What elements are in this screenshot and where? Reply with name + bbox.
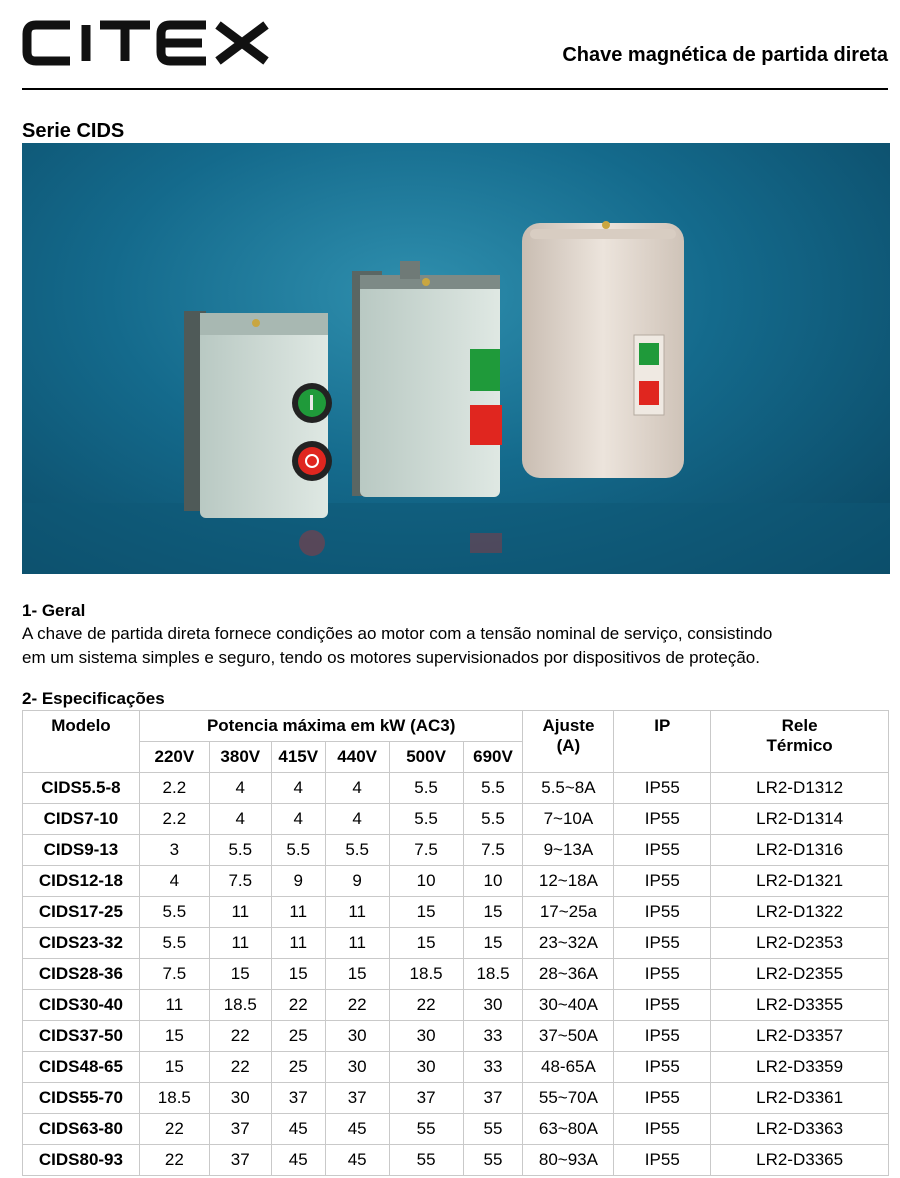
header-relay-line2: Térmico (766, 736, 833, 755)
table-row (23, 990, 889, 1021)
cell-model: CIDS5.5-8 (23, 773, 140, 804)
cell-model: CIDS63-80 (23, 1114, 140, 1145)
cell-kw-690v: 7.5 (463, 835, 523, 866)
cell-kw-380v: 5.5 (209, 835, 271, 866)
cell-kw-380v: 37 (209, 1114, 271, 1145)
cell-kw-500v: 22 (389, 990, 463, 1021)
table-row (23, 897, 889, 928)
general-text-line-2: em um sistema simples e seguro, tendo os motores supervisionados por dispositivos de proteção. (22, 648, 760, 667)
table-row (23, 1083, 889, 1114)
section-general-heading: 1- Geral (22, 601, 86, 620)
cell-model: CIDS48-65 (23, 1052, 140, 1083)
cell-kw-220v: 18.5 (139, 1083, 209, 1114)
cell-adjust-range: 63~80A (523, 1114, 614, 1145)
cell-kw-500v: 5.5 (389, 804, 463, 835)
cell-kw-690v: 15 (463, 928, 523, 959)
table-row (23, 1114, 889, 1145)
cell-kw-500v: 30 (389, 1021, 463, 1052)
table-row (23, 1021, 889, 1052)
header-divider (22, 88, 888, 90)
cell-kw-220v: 22 (139, 1145, 209, 1176)
header-power: Potencia máxima em kW (AC3) (139, 711, 523, 742)
section-specs-heading: 2- Especificações (22, 689, 165, 708)
citex-logo (22, 18, 272, 68)
cell-model: CIDS80-93 (23, 1145, 140, 1176)
general-text-line-1: A chave de partida direta fornece condições ao motor com a tensão nominal de serviço, consistindo (22, 624, 773, 643)
cell-kw-220v: 15 (139, 1021, 209, 1052)
cell-kw-415v: 25 (271, 1052, 325, 1083)
header-voltage: 440V (325, 742, 389, 773)
cell-kw-690v: 30 (463, 990, 523, 1021)
product-photo (22, 143, 890, 574)
header-relay (711, 711, 889, 773)
cell-ip-rating: IP55 (614, 1083, 711, 1114)
cell-kw-440v: 11 (325, 928, 389, 959)
cell-kw-690v: 18.5 (463, 959, 523, 990)
cell-kw-690v: 55 (463, 1145, 523, 1176)
cell-kw-220v: 2.2 (139, 804, 209, 835)
cell-kw-690v: 10 (463, 866, 523, 897)
cell-kw-220v: 5.5 (139, 928, 209, 959)
cell-kw-415v: 45 (271, 1145, 325, 1176)
cell-kw-500v: 55 (389, 1114, 463, 1145)
header-adjust-unit: (A) (556, 736, 581, 755)
cell-kw-380v: 30 (209, 1083, 271, 1114)
cell-model: CIDS30-40 (23, 990, 140, 1021)
cell-kw-415v: 22 (271, 990, 325, 1021)
table-row (23, 835, 889, 866)
cell-thermal-relay: LR2-D3365 (711, 1145, 889, 1176)
cell-kw-415v: 37 (271, 1083, 325, 1114)
specifications-table (22, 710, 889, 1176)
cell-kw-440v: 30 (325, 1052, 389, 1083)
cell-ip-rating: IP55 (614, 897, 711, 928)
cell-kw-415v: 45 (271, 1114, 325, 1145)
cell-kw-415v: 11 (271, 897, 325, 928)
cell-kw-380v: 37 (209, 1145, 271, 1176)
table-row (23, 1145, 889, 1176)
cell-ip-rating: IP55 (614, 990, 711, 1021)
cell-thermal-relay: LR2-D3355 (711, 990, 889, 1021)
cell-kw-220v: 11 (139, 990, 209, 1021)
table-row (23, 928, 889, 959)
cell-thermal-relay: LR2-D3359 (711, 1052, 889, 1083)
cell-thermal-relay: LR2-D1312 (711, 773, 889, 804)
cell-kw-220v: 7.5 (139, 959, 209, 990)
cell-kw-415v: 4 (271, 804, 325, 835)
cell-ip-rating: IP55 (614, 1114, 711, 1145)
cell-kw-440v: 45 (325, 1114, 389, 1145)
cell-model: CIDS37-50 (23, 1021, 140, 1052)
cell-model: CIDS17-25 (23, 897, 140, 928)
cell-adjust-range: 80~93A (523, 1145, 614, 1176)
cell-kw-220v: 22 (139, 1114, 209, 1145)
cell-kw-440v: 30 (325, 1021, 389, 1052)
cell-kw-690v: 33 (463, 1052, 523, 1083)
cell-kw-380v: 15 (209, 959, 271, 990)
cell-ip-rating: IP55 (614, 959, 711, 990)
document-title: Chave magnética de partida direta (562, 44, 888, 66)
header-relay-line1: Rele (781, 716, 818, 735)
cell-kw-415v: 9 (271, 866, 325, 897)
table-row (23, 1052, 889, 1083)
cell-adjust-range: 9~13A (523, 835, 614, 866)
cell-model: CIDS23-32 (23, 928, 140, 959)
cell-adjust-range: 48-65A (523, 1052, 614, 1083)
cell-kw-380v: 4 (209, 804, 271, 835)
header-ip: IP (614, 711, 711, 773)
cell-kw-440v: 5.5 (325, 835, 389, 866)
cell-kw-440v: 45 (325, 1145, 389, 1176)
cell-kw-690v: 15 (463, 897, 523, 928)
specifications-table-body (23, 773, 889, 1176)
cell-kw-380v: 18.5 (209, 990, 271, 1021)
cell-kw-415v: 5.5 (271, 835, 325, 866)
cell-kw-440v: 9 (325, 866, 389, 897)
cell-kw-220v: 5.5 (139, 897, 209, 928)
table-row (23, 959, 889, 990)
cell-kw-500v: 15 (389, 928, 463, 959)
cell-kw-440v: 4 (325, 773, 389, 804)
cell-adjust-range: 17~25a (523, 897, 614, 928)
cell-kw-500v: 37 (389, 1083, 463, 1114)
cell-kw-440v: 15 (325, 959, 389, 990)
table-row (23, 773, 889, 804)
cell-kw-220v: 15 (139, 1052, 209, 1083)
cell-ip-rating: IP55 (614, 804, 711, 835)
section-general-text (22, 622, 890, 670)
cell-thermal-relay: LR2-D3363 (711, 1114, 889, 1145)
cell-ip-rating: IP55 (614, 1052, 711, 1083)
cell-kw-500v: 55 (389, 1145, 463, 1176)
cell-ip-rating: IP55 (614, 835, 711, 866)
cell-kw-690v: 5.5 (463, 804, 523, 835)
cell-thermal-relay: LR2-D1321 (711, 866, 889, 897)
header-adjust (523, 711, 614, 773)
cell-thermal-relay: LR2-D1322 (711, 897, 889, 928)
cell-kw-690v: 5.5 (463, 773, 523, 804)
cell-ip-rating: IP55 (614, 773, 711, 804)
cell-adjust-range: 55~70A (523, 1083, 614, 1114)
cell-kw-500v: 18.5 (389, 959, 463, 990)
header-voltage: 380V (209, 742, 271, 773)
cell-kw-380v: 11 (209, 897, 271, 928)
cell-adjust-range: 5.5~8A (523, 773, 614, 804)
cell-kw-500v: 30 (389, 1052, 463, 1083)
cell-model: CIDS7-10 (23, 804, 140, 835)
cell-kw-500v: 7.5 (389, 835, 463, 866)
cell-kw-380v: 22 (209, 1052, 271, 1083)
starter-unit-large (522, 221, 684, 478)
table-row (23, 866, 889, 897)
cell-thermal-relay: LR2-D2353 (711, 928, 889, 959)
cell-model: CIDS28-36 (23, 959, 140, 990)
cell-kw-220v: 3 (139, 835, 209, 866)
cell-adjust-range: 23~32A (523, 928, 614, 959)
cell-kw-690v: 33 (463, 1021, 523, 1052)
cell-thermal-relay: LR2-D3361 (711, 1083, 889, 1114)
cell-kw-440v: 22 (325, 990, 389, 1021)
cell-ip-rating: IP55 (614, 866, 711, 897)
cell-ip-rating: IP55 (614, 928, 711, 959)
cell-kw-500v: 5.5 (389, 773, 463, 804)
cell-thermal-relay: LR2-D1314 (711, 804, 889, 835)
cell-kw-415v: 4 (271, 773, 325, 804)
cell-kw-415v: 11 (271, 928, 325, 959)
header-voltage: 690V (463, 742, 523, 773)
table-row (23, 804, 889, 835)
cell-kw-380v: 4 (209, 773, 271, 804)
cell-kw-440v: 11 (325, 897, 389, 928)
header-voltage: 220V (139, 742, 209, 773)
cell-kw-380v: 7.5 (209, 866, 271, 897)
cell-adjust-range: 37~50A (523, 1021, 614, 1052)
cell-kw-440v: 4 (325, 804, 389, 835)
cell-adjust-range: 30~40A (523, 990, 614, 1021)
header-voltage: 415V (271, 742, 325, 773)
cell-thermal-relay: LR2-D3357 (711, 1021, 889, 1052)
cell-adjust-range: 12~18A (523, 866, 614, 897)
cell-kw-690v: 37 (463, 1083, 523, 1114)
header-adjust-label: Ajuste (542, 716, 595, 735)
cell-thermal-relay: LR2-D2355 (711, 959, 889, 990)
cell-model: CIDS9-13 (23, 835, 140, 866)
cell-adjust-range: 7~10A (523, 804, 614, 835)
cell-kw-415v: 25 (271, 1021, 325, 1052)
cell-kw-415v: 15 (271, 959, 325, 990)
cell-kw-380v: 22 (209, 1021, 271, 1052)
cell-ip-rating: IP55 (614, 1145, 711, 1176)
cell-kw-380v: 11 (209, 928, 271, 959)
cell-kw-500v: 10 (389, 866, 463, 897)
series-title: Serie CIDS (22, 120, 125, 142)
cell-kw-440v: 37 (325, 1083, 389, 1114)
cell-ip-rating: IP55 (614, 1021, 711, 1052)
cell-adjust-range: 28~36A (523, 959, 614, 990)
cell-kw-500v: 15 (389, 897, 463, 928)
cell-model: CIDS55-70 (23, 1083, 140, 1114)
cell-kw-220v: 4 (139, 866, 209, 897)
cell-model: CIDS12-18 (23, 866, 140, 897)
cell-kw-690v: 55 (463, 1114, 523, 1145)
cell-thermal-relay: LR2-D1316 (711, 835, 889, 866)
header-model: Modelo (23, 711, 140, 773)
header-voltage: 500V (389, 742, 463, 773)
cell-kw-220v: 2.2 (139, 773, 209, 804)
